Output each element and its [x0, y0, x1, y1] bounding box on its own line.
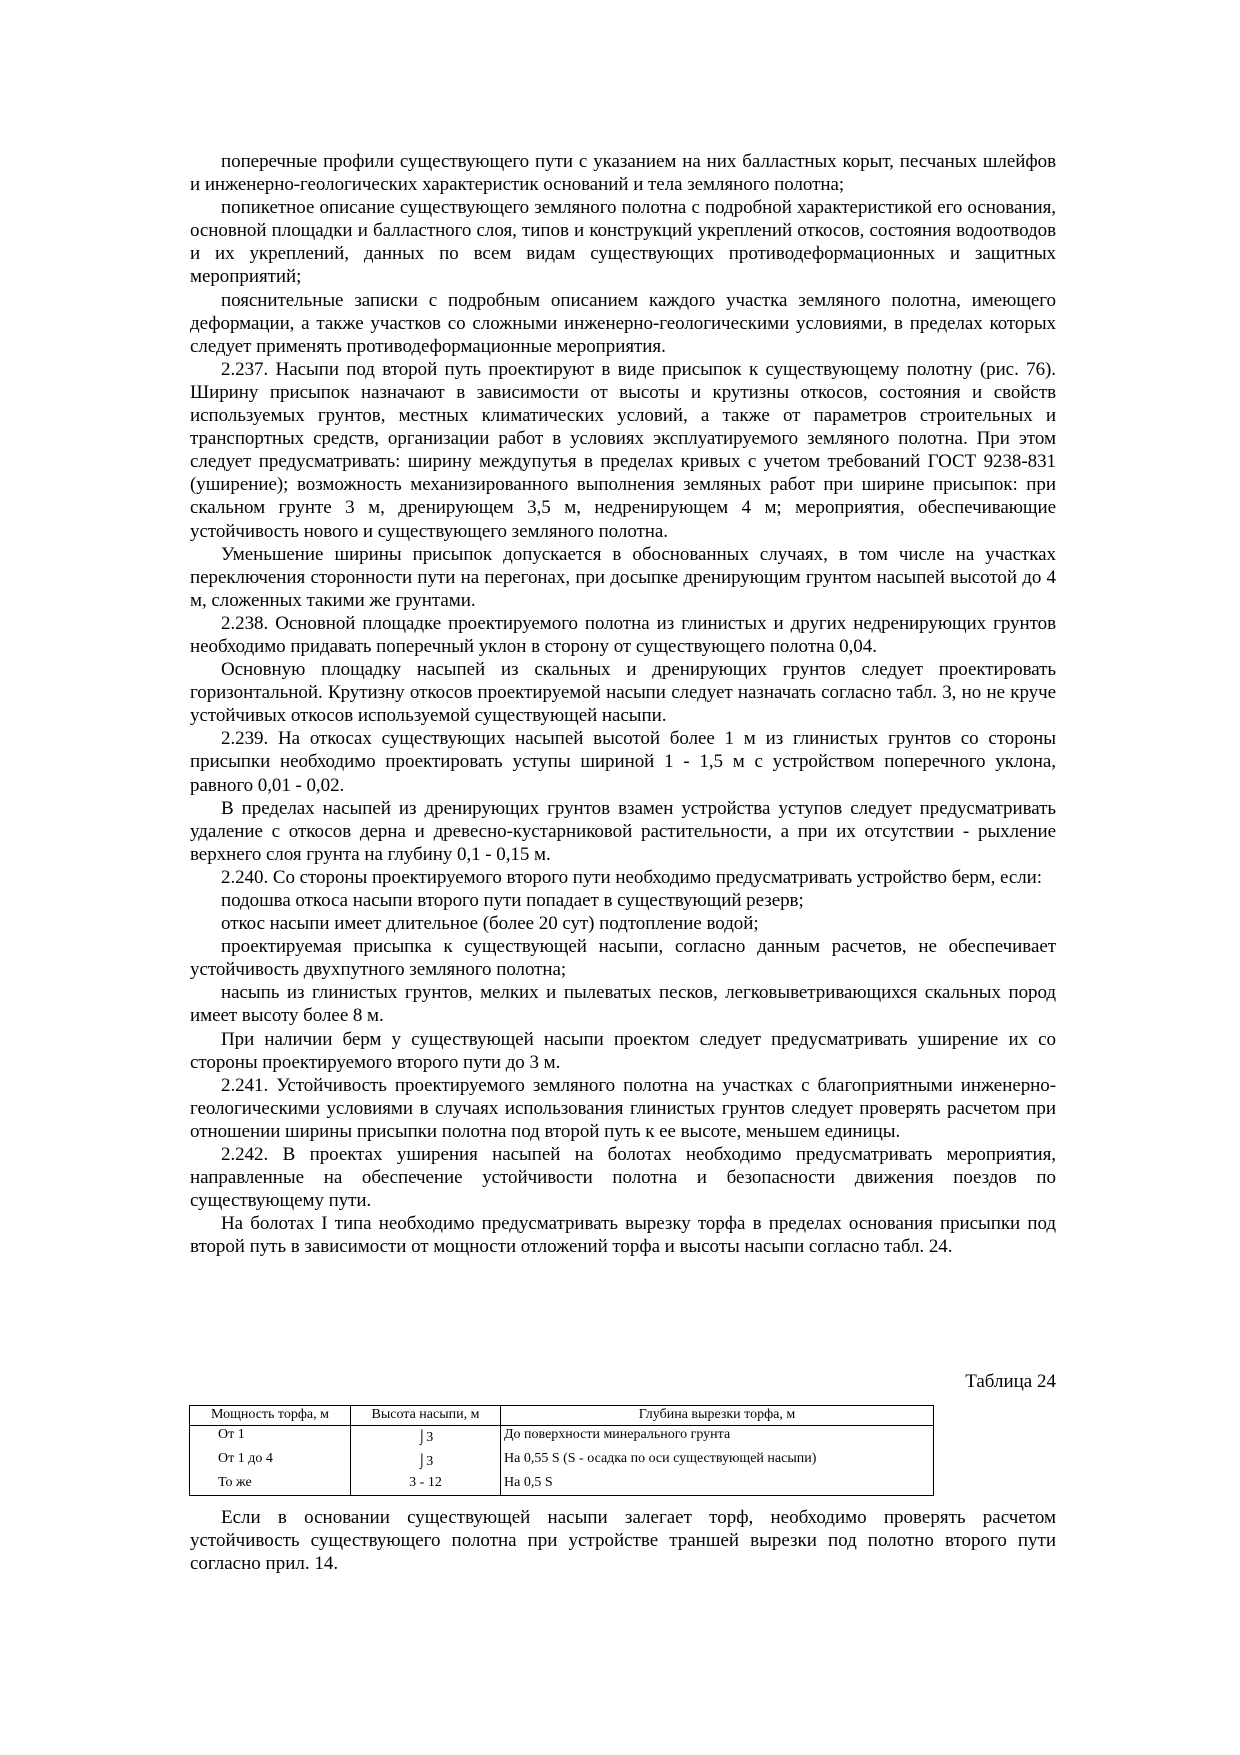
table-cell: На 0,5 S [501, 1474, 934, 1496]
paragraph: проектируемая присыпка к существующей насыпи, согласно данным расчетов, не обеспечивает устойчивость двухпутного земляного полотна; [190, 936, 1056, 981]
paragraph: 2.239. На откосах существующих насыпей высотой более 1 м из глинистых грунтов со стороны присыпки необходимо проектировать уступы шириной 1 - 1,5 м с устройством поперечного уклона, равного 0,01 - 0,02. [190, 728, 1056, 796]
paragraph: В пределах насыпей из дренирующих грунтов взамен устройства уступов следует предусматривать удаление с откосов дерна и древесно-кустарниковой растительности, а при их отсутствии - рыхление верхнего слоя грунта на глубину 0,1 - 0,15 м. [190, 797, 1056, 865]
paragraph: 2.242. В проектах уширения насыпей на болотах необходимо предусматривать мероприятия, направленные на обеспечение устойчивости полотна и безопасности движения поездов по существующему пути. [190, 1144, 1056, 1212]
paragraph: 2.240. Со стороны проектируемого второго пути необходимо предусматривать устройство берм, если: [221, 866, 1042, 888]
column-header: Мощность торфа, м [190, 1406, 351, 1426]
table-row [190, 1426, 934, 1451]
paragraph: поперечные профили существующего пути с указанием на них балластных корыт, песчаных шлейфов и инженерно-геологических характеристик оснований и тела земляного полотна; [190, 151, 1056, 196]
table-cell: До поверхности минерального грунта [501, 1426, 934, 1451]
table-header-row [190, 1406, 934, 1426]
paragraph: 2.241. Устойчивость проектируемого земляного полотна на участках с благоприятными инженерно-геологическими условиями в случаях использования глинистых грунтов следует проверять расчетом при отношении ширины присыпки полотна под второй путь к ее высоте, меньшем единицы. [190, 1074, 1056, 1142]
paragraph: Уменьшение ширины присыпок допускается в обоснованных случаях, в том числе на участках переключения сторонности пути на перегонах, при досыпке дренирующим грунтом насыпей высотой до 4 м, сложенных такими же грунтами. [190, 543, 1056, 611]
table-caption: Таблица 24 [965, 1371, 1056, 1392]
paragraph: 2.237. Насыпи под второй путь проектируют в виде присыпок к существующему полотну (рис. 76). Ширину присыпок назначают в зависимости от высоты и крутизны откосов, состояния и свойств используемых грунтов, местных климатических условий, а также от параметров строительных и транспортных средств, организации работ в условиях эксплуатируемого земляного полотна. При этом следует предусматривать: ширину междупутья в пределах кривых с учетом требований ГОСТ 9238-831 (уширение); возможность механизированного выполнения земляных работ при ширине присыпок: при скальном грунте 3 м, дренирующем 3,5 м, недренирующем 4 м; мероприятия, обеспечивающие устойчивость нового и существующего земляного полотна. [190, 358, 1056, 542]
table-row [190, 1450, 934, 1474]
paragraph: 2.238. Основной площадке проектируемого полотна из глинистых и других недренирующих грунтов необходимо придавать поперечный уклон в сторону от существующего полотна 0,04. [190, 612, 1056, 657]
peat-cutting-table [189, 1405, 934, 1496]
paragraph: При наличии берм у существующей насыпи проектом следует предусматривать уширение их со стороны проектируемого второго пути до 3 м. [190, 1028, 1056, 1073]
paragraph: откос насыпи имеет длительное (более 20 сут) подтопление водой; [221, 913, 759, 935]
body-text [190, 150, 1056, 1259]
table-cell: От 1 до 4 [190, 1450, 351, 1474]
paragraph: пояснительные записки с подробным описанием каждого участка земляного полотна, имеющего деформации, а также участков со сложными инженерно-геологическими условиями, в пределах которых следует применять противодеформационные мероприятия. [190, 289, 1056, 357]
table-cell: ⌡3 [351, 1450, 501, 1474]
paragraph: На болотах I типа необходимо предусматривать вырезку торфа в пределах основания присыпки под второй путь в зависимости от мощности отложений торфа и высоты насыпи согласно табл. 24. [190, 1213, 1056, 1258]
paragraph: Основную площадку насыпей из скальных и дренирующих грунтов следует проектировать горизонтальной. Крутизну откосов проектируемой насыпи следует назначать согласно табл. 3, но не круче устойчивых откосов используемой существующей насыпи. [190, 659, 1056, 727]
table-cell: На 0,55 S (S - осадка по оси существующей насыпи) [501, 1450, 934, 1474]
paragraph: насыпь из глинистых грунтов, мелких и пылеватых песков, легковыветривающихся скальных пород имеет высоту более 8 м. [190, 982, 1056, 1027]
column-header: Глубина вырезки торфа, м [501, 1406, 934, 1426]
table-cell: 3 - 12 [351, 1474, 501, 1496]
paragraph: попикетное описание существующего земляного полотна с подробной характеристикой его основания, основной площадки и балластного слоя, типов и конструкций укреплений откосов, состояния водоотводов и их укреплений, данных по всем видам существующих противодеформационных и защитных мероприятий; [190, 197, 1056, 288]
paragraph: Если в основании существующей насыпи залегает торф, необходимо проверять расчетом устойчивость существующего полотна при устройстве траншей вырезки под полотно второго пути согласно прил. 14. [190, 1507, 1056, 1575]
paragraph: подошва откоса насыпи второго пути попадает в существующий резерв; [221, 890, 804, 911]
closing-text [190, 1506, 1056, 1575]
column-header: Высота насыпи, м [351, 1406, 501, 1426]
table-row [190, 1474, 934, 1496]
table-cell: От 1 [190, 1426, 351, 1451]
table-cell: То же [190, 1474, 351, 1496]
table-cell: ⌡3 [351, 1426, 501, 1451]
